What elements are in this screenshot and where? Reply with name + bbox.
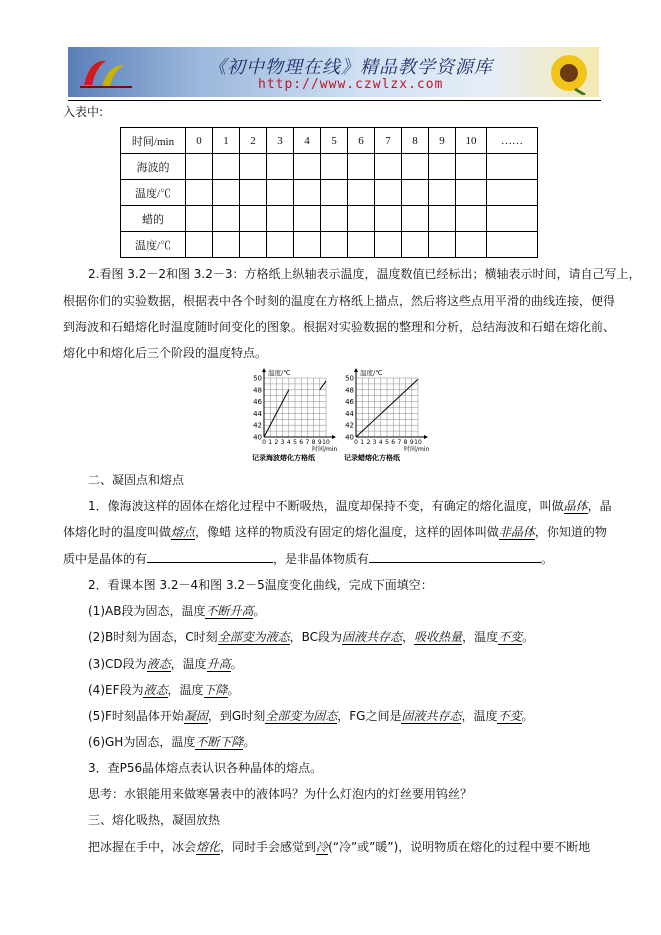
record-table: [120, 127, 538, 258]
chart-title: 记录海波熔化方格纸: [252, 454, 315, 462]
x-axis-label: 时间/min: [404, 446, 430, 453]
x-axis-label: 时间/min: [312, 446, 338, 453]
y-tick-label: 40: [345, 433, 354, 442]
table-header-cell: 7: [375, 128, 402, 154]
para2-line4: 熔化中和熔化后三个阶段的温度特点。: [63, 346, 268, 360]
y-tick-label: 48: [345, 386, 354, 395]
row-label: 蜡的: [121, 206, 186, 232]
item-4: (4)EF段为液态，温度下降。: [88, 683, 240, 697]
x-tick-label: 10: [414, 439, 422, 446]
y-tick-label: 46: [253, 398, 262, 407]
chart-title: 记录蜡熔化方格纸: [344, 454, 400, 462]
item-2: (2)B时刻为固态，C时刻全部变为液态，BC段为固液共存态，吸收热量，温度不变。: [88, 630, 535, 644]
x-tick-label: 3: [280, 439, 285, 446]
item-5: (5)F时刻晶体开始凝固，到G时刻全部变为固态，FG之间是固液共存态，温度不变。: [88, 709, 534, 723]
x-tick-label: 1: [268, 439, 273, 446]
table-header-cell: 8: [402, 128, 429, 154]
table-header-cell: 9: [429, 128, 456, 154]
x-axis-arrow-icon: [424, 435, 428, 439]
y-tick-label: 42: [345, 421, 354, 430]
x-axis-arrow-icon: [332, 435, 336, 439]
x-tick-label: 1: [360, 439, 365, 446]
table-row: [121, 232, 538, 258]
logo-icon: [76, 53, 136, 93]
intro-text: 入表中:: [63, 105, 104, 119]
p5-text: 3．查P56晶体熔点表认识各种晶体的熔点。: [88, 761, 323, 775]
section-heading-3: 三、熔化吸热，凝固放热: [88, 813, 221, 827]
x-tick-label: 2: [274, 439, 279, 446]
p3-line1: 1．像海波这样的固体在熔化过程中不断吸热，温度却保持不变，有确定的熔化温度，叫做晶体，晶: [88, 499, 612, 513]
x-tick-label: 9: [317, 439, 322, 446]
para2-line2: 根据你们的实验数据，根据表中各个时刻的温度在方格纸上描点，然后将这些点用平滑的曲线连接，便得: [63, 294, 616, 308]
y-tick-label: 44: [345, 409, 354, 418]
chart-wax: [340, 366, 440, 464]
answer-crystal: 晶体: [563, 499, 588, 513]
chart-haibo: [248, 366, 340, 464]
header-banner: [68, 47, 599, 97]
y-tick-label: 46: [345, 398, 354, 407]
table-header-cell: 3: [267, 128, 294, 154]
x-tick-label: 7: [305, 439, 310, 446]
x-tick-label: 9: [409, 439, 414, 446]
header-rule: [68, 100, 601, 101]
y-axis-arrow-icon: [354, 368, 358, 372]
last-line: 把冰握在手中，冰会熔化，同时手会感觉到冷(“冷”或”暖”)，说明物质在熔化的过程中要不断地: [88, 840, 591, 854]
x-tick-label: 7: [397, 439, 402, 446]
sunflower-icon: [545, 51, 593, 95]
x-tick-label: 5: [293, 439, 297, 446]
y-axis-label: 温度/℃: [268, 369, 291, 377]
x-tick-label: 6: [299, 439, 304, 446]
table-header-cell: ……: [487, 128, 538, 154]
y-axis-arrow-icon: [262, 368, 266, 372]
x-tick-label: 4: [286, 439, 291, 446]
table-header-cell: 时间/min: [121, 128, 186, 154]
series-line: [320, 381, 326, 390]
x-tick-label: 5: [385, 439, 389, 446]
table-header-cell: 4: [294, 128, 321, 154]
x-tick-label: 8: [311, 439, 316, 446]
p4-text: 2．看课本图 3.2－4和图 3.2－5温度变化曲线，完成下面填空：: [88, 578, 433, 592]
table-header-cell: 6: [348, 128, 375, 154]
item-6: (6)GH为固态，温度不断下降。: [88, 735, 256, 749]
y-tick-label: 42: [253, 421, 262, 430]
y-tick-label: 44: [253, 409, 262, 418]
x-tick-label: 0: [354, 439, 358, 446]
row-label: 温度/℃: [121, 232, 186, 258]
p3-line3: 质中是晶体的有 ，是非晶体物质有 。: [63, 552, 554, 566]
answer-melting-point: 熔点: [171, 525, 196, 539]
table-header-cell: 2: [240, 128, 267, 154]
y-tick-label: 50: [253, 374, 262, 383]
table-header-cell: 10: [456, 128, 487, 154]
row-label: 温度/℃: [121, 180, 186, 206]
table-header-cell: 5: [321, 128, 348, 154]
x-tick-label: 0: [262, 439, 266, 446]
para2-line3: 到海波和石蜡熔化时温度随时间变化的图象。根据对实验数据的整理和分析，总结海波和石蜡在熔化前、: [63, 320, 616, 334]
x-tick-label: 3: [372, 439, 377, 446]
table-row: [121, 154, 538, 180]
y-tick-label: 50: [345, 374, 354, 383]
x-tick-label: 6: [391, 439, 396, 446]
p3-line2: 体熔化时的温度叫做熔点，像蜡 这样的物质没有固定的熔化温度，这样的固体叫做非晶体，你知道的物: [63, 525, 607, 539]
para2-line1: 2.看图 3.2－2和图 3.2－3：方格纸上纵轴表示温度，温度数值已经标出；横轴表示时间，请自己写上，: [88, 267, 641, 281]
table-row: [121, 206, 538, 232]
banner-title: 《初中物理在线》精品教学资源库: [208, 57, 493, 78]
x-tick-label: 4: [378, 439, 383, 446]
y-axis-label: 温度/℃: [360, 369, 383, 377]
x-tick-label: 10: [322, 439, 330, 446]
row-label: 海波的: [121, 154, 186, 180]
banner-url[interactable]: http://www.czwlzx.com: [258, 77, 444, 92]
item-1: (1)AB段为固态，温度不断升高。: [88, 604, 266, 618]
y-tick-label: 40: [253, 433, 262, 442]
x-tick-label: 2: [366, 439, 371, 446]
table-header-cell: 1: [213, 128, 240, 154]
y-tick-label: 48: [253, 386, 262, 395]
think-question: 思考：水银能用来做寒暑表中的液体吗？为什么灯泡内的灯丝要用钨丝？: [88, 787, 473, 801]
answer-amorphous: 非晶体: [498, 525, 535, 539]
table-header-row: [121, 128, 538, 154]
table-row: [121, 180, 538, 206]
item-3: (3)CD段为液态，温度升高。: [88, 657, 243, 671]
section-heading-2: 二、凝固点和熔点: [88, 473, 185, 487]
x-tick-label: 8: [403, 439, 408, 446]
blank-amorphous-input[interactable]: [369, 550, 541, 563]
table-header-cell: 0: [186, 128, 213, 154]
blank-crystals-input[interactable]: [147, 550, 273, 563]
